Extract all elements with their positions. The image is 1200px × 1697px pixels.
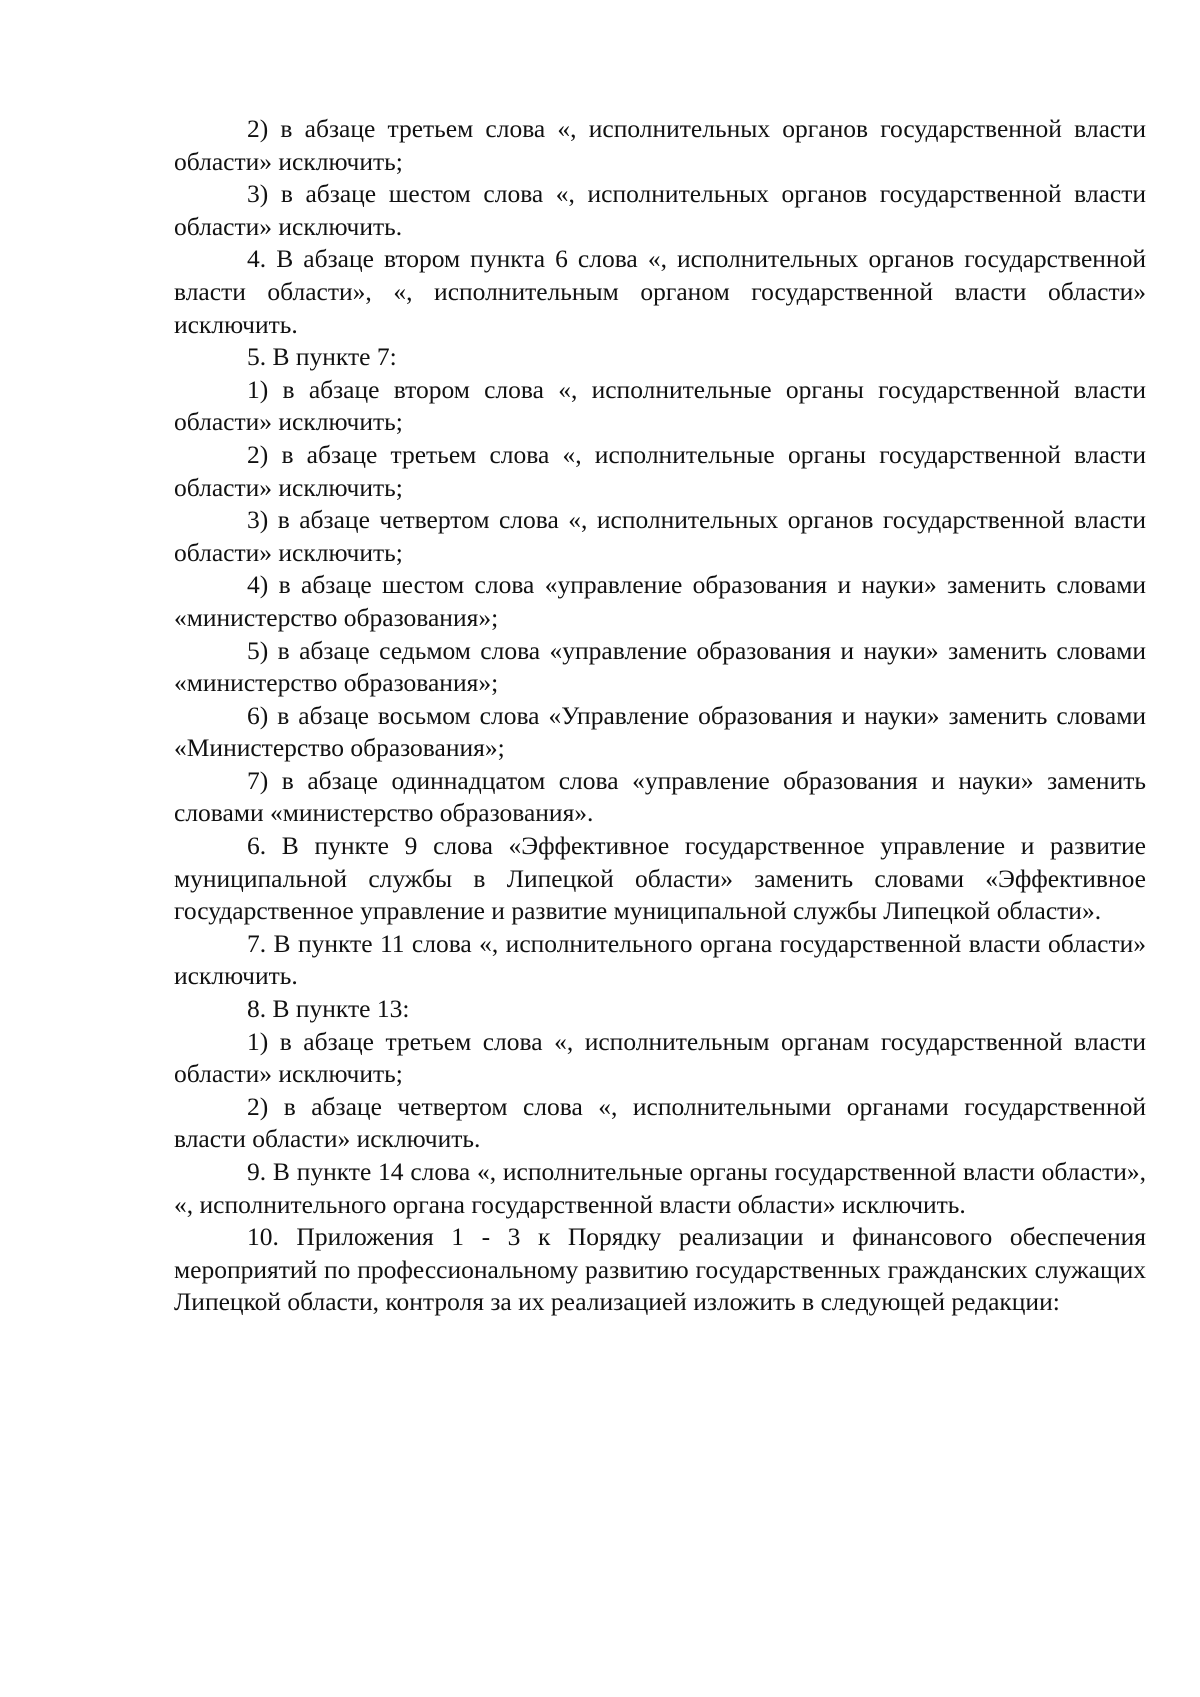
paragraph-8: 4) в абзаце шестом слова «управление образования и науки» заменить словами «министерство образования»; [174, 570, 1146, 632]
paragraph-5: 1) в абзаце втором слова «, исполнительные органы государственной власти области» исключить; [174, 374, 1146, 437]
paragraph-12: 6. В пункте 9 слова «Эффективное государственное управление и развитие муниципальной службы в Липецкой области» заменить словами «Эффективное государственное управление и развитие муниципальной службы Липецкой области». [174, 831, 1146, 926]
paragraph-7: 3) в абзаце четвертом слова «, исполнительных органов государственной власти области» исключить; [174, 505, 1146, 567]
paragraph-9: 5) в абзаце седьмом слова «управление образования и науки» заменить словами «министерство образования»; [174, 635, 1146, 698]
paragraph-10: 6) в абзаце восьмом слова «Управление образования и науки» заменить словами «Министерство образования»; [174, 700, 1146, 763]
paragraph-11: 7) в абзаце одиннадцатом слова «управление образования и науки» заменить словами «министерство образования». [174, 765, 1146, 828]
paragraph-18: 10. Приложения 1 - 3 к Порядку реализации и финансового обеспечения мероприятий по профессиональному развитию государственных гражданских служащих Липецкой области, контроля за их реализацией изложить в следующей редакции: [174, 1222, 1146, 1317]
paragraph-13: 7. В пункте 11 слова «, исполнительного органа государственной власти области» исключить. [174, 928, 1146, 991]
paragraph-4: 5. В пункте 7: [247, 342, 397, 372]
paragraph-3: 4. В абзаце втором пункта 6 слова «, исполнительных органов государственной власти области», «, исполнительным органом государственной власти области» исключить. [174, 244, 1146, 339]
document-body [174, 113, 1146, 1319]
paragraph-1: 2) в абзаце третьем слова «, исполнительных органов государственной власти области» исключить; [174, 114, 1146, 176]
paragraph-14: 8. В пункте 13: [247, 994, 410, 1024]
paragraph-17: 9. В пункте 14 слова «, исполнительные органы государственной власти области», «, исполнительного органа государственной власти области» исключить. [174, 1157, 1146, 1219]
paragraph-6: 2) в абзаце третьем слова «, исполнительные органы государственной власти области» исключить; [174, 439, 1146, 502]
paragraph-2: 3) в абзаце шестом слова «, исполнительных органов государственной власти области» исключить. [174, 179, 1146, 241]
paragraph-16: 2) в абзаце четвертом слова «, исполнительными органами государственной власти области» исключить. [174, 1091, 1146, 1154]
paragraph-15: 1) в абзаце третьем слова «, исполнительным органам государственной власти области» исключить; [174, 1026, 1146, 1089]
